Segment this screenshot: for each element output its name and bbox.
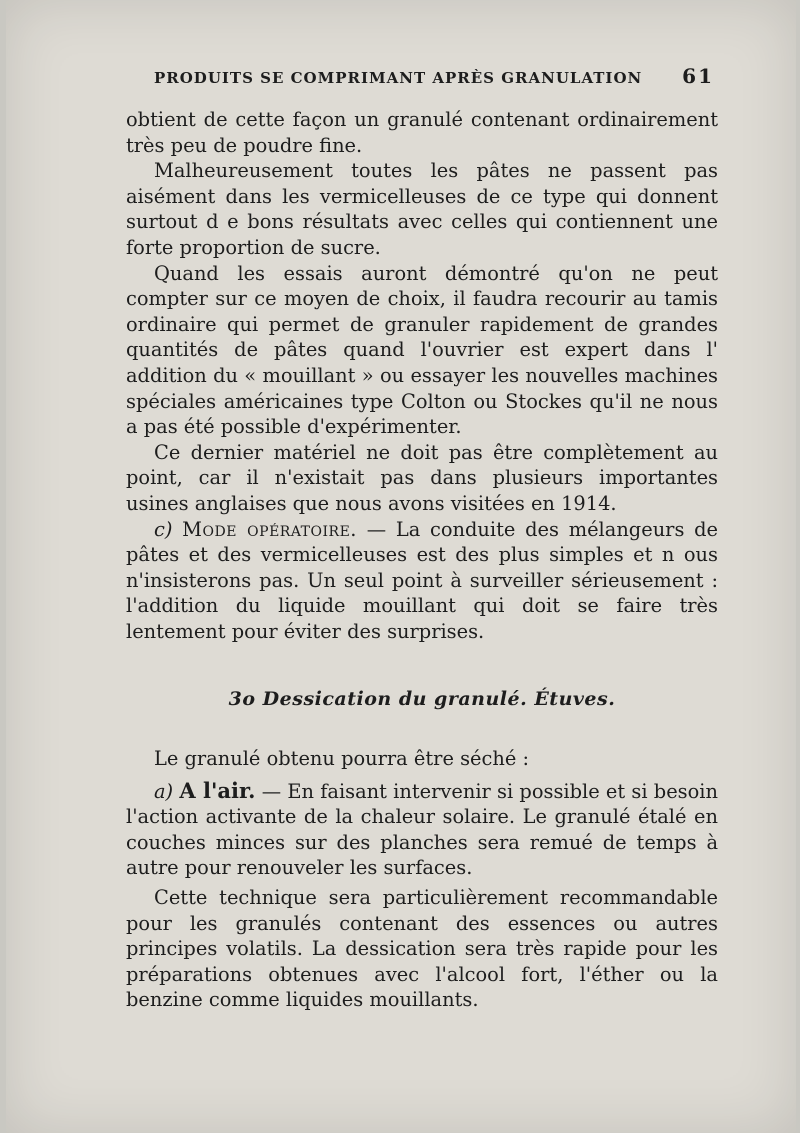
book-page [6, 0, 796, 1133]
paragraph-intro: Le granulé obtenu pourra être séché : [154, 747, 530, 771]
page-number: 61 [682, 64, 714, 88]
mode-label: Mode opératoire. [182, 517, 357, 541]
air-prefix: a) [154, 779, 180, 803]
paragraph-vermicelleuses: Malheureusement toutes les pâtes ne passent pas aisément dans les vermicelleuses de ce type qui donnent surtout d e bons résultats avec celles qui contiennent une forte proportion de sucre. [126, 159, 718, 259]
paragraph-air [126, 778, 718, 881]
page-body [126, 107, 718, 1013]
running-header [154, 64, 714, 88]
paragraph-continuation: obtient de cette façon un granulé contenant ordinairement très peu de poudre fine. [126, 108, 718, 157]
paragraph-mode-operatoire [126, 517, 718, 645]
paragraph-tamis: Quand les essais auront démontré qu'on ne peut compter sur ce moyen de choix, il faudra recourir au tamis ordinaire qui permet de granuler rapidement de grandes quantités de pâtes quand l'ouvrier est expert dans l' addition du « mouillant » ou essayer les nouvelles machines spéciales américaines type Colton ou Stockes qu'il ne nous a pas été possible d'expérimenter. [126, 261, 718, 439]
paragraph-final: Cette technique sera particulièrement recommandable pour les granulés contenant des essences ou autres principes volatils. La dessication sera très rapide pour les préparations obtenues avec l'alcool fort, l'éther ou la benzine comme liquides mouillants. [126, 886, 718, 1012]
air-text: — En faisant intervenir si possible et si besoin l'action activante de la chaleur solaire. Le granulé étalé en couches minces sur des planches sera remué de temps à autre pour renouveler les surfaces. [126, 779, 718, 880]
paragraph-materiel: Ce dernier matériel ne doit pas être complètement au point, car il n'existait pas dans plusieurs importantes usines anglaises que nous avons visitées en 1914. [126, 440, 718, 515]
mode-prefix: c) [154, 517, 183, 541]
running-title: PRODUITS SE COMPRIMANT APRÈS GRANULATION [154, 69, 643, 87]
section-heading: 3o Dessication du granulé. Étuves. [228, 688, 616, 711]
mode-text: — La conduite des mélangeurs de pâtes et des vermicelleuses est des plus simples et n ous n'insisterons pas. Un seul point à surveiller sérieusement : l'addition du liquide mouillant qui doit se faire très lentement pour éviter des surprises. [126, 517, 719, 643]
air-label: A l'air. [179, 777, 256, 803]
